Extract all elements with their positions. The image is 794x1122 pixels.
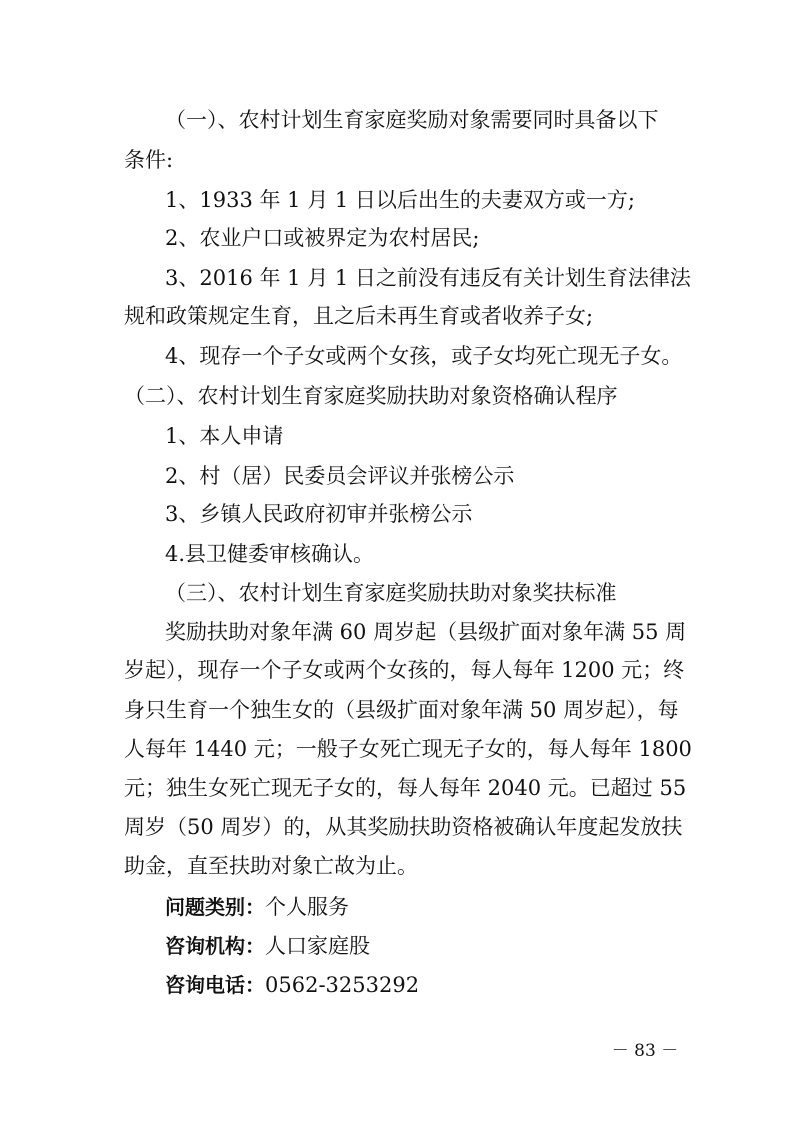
condition-4: 4、现存一个子女或两个女孩，或子女均死亡现无子女。 [165,344,683,368]
procedure-step-1: 1、本人申请 [165,424,284,448]
question-category-row [165,889,725,925]
consulting-agency-label: 咨询机构： [165,934,265,958]
standard-paragraph-line-1: 奖励扶助对象年满 60 周岁起（县级扩面对象年满 55 周 [165,620,687,644]
standard-paragraph-line-7: 助金，直至扶助对象亡故为止。 [124,854,418,878]
question-category-label: 问题类别： [165,895,265,919]
question-category-value: 个人服务 [265,895,349,919]
standard-paragraph-line-5: 元；独生女死亡现无子女的，每人每年 2040 元。已超过 55 [124,776,687,800]
procedure-step-2: 2、村（居）民委员会评议并张榜公示 [165,464,515,488]
page-number: － 83 － [611,1041,679,1061]
condition-1: 1、1933 年 1 月 1 日以后出生的夫妻双方或一方; [165,188,635,212]
section-two-heading: （二）、农村计划生育家庭奖励扶助对象资格确认程序 [124,384,618,408]
procedure-step-4: 4.县卫健委审核确认。 [165,542,375,566]
section-three-heading: （三）、农村计划生育家庭奖励扶助对象奖扶标准 [165,581,617,605]
consulting-agency-row [165,928,725,964]
standard-paragraph-line-2: 岁起），现存一个子女或两个女孩的，每人每年 1200 元；终 [124,658,685,682]
consulting-phone-label: 咨询电话： [165,973,265,997]
standard-paragraph-line-3: 身只生育一个独生女的（县级扩面对象年满 50 周岁起），每 [124,698,679,722]
condition-3: 3、2016 年 1 月 1 日之前没有违反有关计划生育法律法 [165,266,691,290]
standard-paragraph-line-4: 人每年 1440 元；一般子女死亡现无子女的，每人每年 1800 [124,737,692,761]
standard-paragraph-line-6: 周岁（50 周岁）的，从其奖励扶助资格被确认年度起发放扶 [124,815,683,839]
section-one-heading-continued: 条件: [124,148,174,172]
consulting-phone-row [165,967,725,1003]
section-one-heading: （一）、农村计划生育家庭奖励对象需要同时具备以下 [165,108,659,132]
consulting-phone-value: 0562-3253292 [265,973,420,997]
consulting-agency-value: 人口家庭股 [265,934,370,958]
procedure-step-3: 3、乡镇人民政府初审并张榜公示 [165,502,473,526]
condition-2: 2、农业户口或被界定为农村居民; [165,226,480,250]
condition-3-continued: 规和政策规定生育，且之后未再生育或者收养子女; [124,304,594,328]
